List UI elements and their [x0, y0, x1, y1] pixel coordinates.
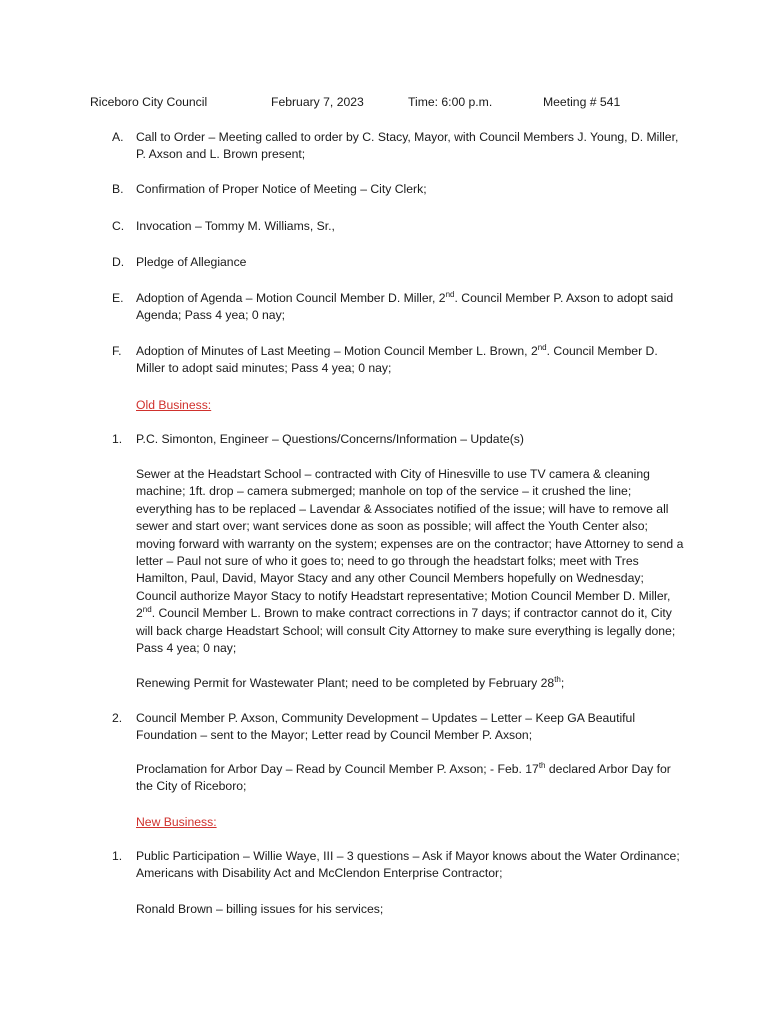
item-label: B.	[112, 182, 124, 196]
item-label: C.	[112, 219, 125, 233]
old-business-heading: Old Business:	[136, 398, 212, 412]
item-label: 1.	[112, 432, 123, 446]
text-part: Adoption of Agenda – Motion Council Member D. Miller, 2	[136, 291, 446, 305]
ronald-brown-paragraph: Ronald Brown – billing issues for his services;	[136, 902, 384, 916]
text-part: Renewing Permit for Wastewater Plant; need to be completed by February 28	[136, 676, 555, 690]
council-name: Riceboro City Council	[90, 95, 208, 109]
item-text: Confirmation of Proper Notice of Meeting – City Clerk;	[136, 182, 427, 196]
meeting-time: Time: 6:00 p.m.	[408, 95, 493, 109]
headstart-sewer-paragraph	[136, 466, 684, 657]
ordinal-suffix: nd	[537, 342, 547, 352]
meeting-header	[90, 94, 690, 112]
item-text: P.C. Simonton, Engineer – Questions/Concerns/Information – Update(s)	[136, 432, 524, 446]
item-text: Public Participation – Willie Waye, III – 3 questions – Ask if Mayor knows about the Water Ordinance; Americans with Disability Act and McClendon Enterprise Contractor;	[136, 849, 680, 881]
arbor-day-paragraph	[136, 761, 684, 796]
item-label: D.	[112, 255, 125, 269]
ordinal-suffix: th	[554, 674, 561, 684]
wastewater-permit-paragraph	[136, 675, 684, 692]
text-part: Proclamation for Arbor Day – Read by Council Member P. Axson; - Feb. 17	[136, 762, 539, 776]
item-label: 1.	[112, 849, 123, 863]
text-part: Sewer at the Headstart School – contracted with City of Hinesville to use TV camera & cleaning machine; 1ft. drop – camera submerged; manhole on top of the service – it crushed the line; everything has to be replaced – Lavendar & Associates notified of the issue; will have to remove all sewer and start over; want services done as soon as possible; will affect the Youth Center also; moving forward with warranty on the system; expenses are on the contractor; have Attorney to send a letter – Paul not sure of who it goes to; need to go through the headstart folks; meet with Tres Hamilton, Paul, David, Mayor Stacy and any other Council Members hopefully on Wednesday; Council authorize Mayor Stacy to notify Headstart representative; Motion Council Member D. Miller, 2	[136, 467, 684, 621]
item-text	[136, 290, 684, 325]
text-part: ;	[560, 676, 565, 690]
text-part: . Council Member L. Brown to make contract corrections in 7 days; if contractor cannot do it, City will back charge Headstart School; will consult City Attorney to make sure everything is legally done; Pass 4 yea; 0 nay;	[136, 606, 676, 656]
item-label: E.	[112, 291, 124, 305]
ordinal-suffix: nd	[142, 605, 152, 615]
new-business-heading: New Business:	[136, 815, 217, 829]
text-part: declared Arbor Day for the City of Riceboro;	[136, 762, 671, 794]
item-text: Invocation – Tommy M. Williams, Sr.,	[136, 219, 335, 233]
item-text: Council Member P. Axson, Community Development – Updates – Letter – Keep GA Beautiful Foundation – sent to the Mayor; Letter read by Council Member P. Axson;	[136, 711, 636, 743]
ordinal-suffix: nd	[445, 289, 455, 299]
item-text: Pledge of Allegiance	[136, 255, 247, 269]
item-label: 2.	[112, 711, 123, 725]
meeting-number: Meeting # 541	[543, 95, 621, 109]
text-part: Adoption of Minutes of Last Meeting – Motion Council Member L. Brown, 2	[136, 344, 538, 358]
meeting-date: February 7, 2023	[271, 95, 364, 109]
ordinal-suffix: th	[538, 760, 546, 770]
item-label: A.	[112, 130, 124, 144]
text-part: . Council Member D. Miller to adopt said minutes; Pass 4 yea; 0 nay;	[136, 344, 658, 376]
item-text	[136, 343, 684, 378]
item-label: F.	[112, 344, 122, 358]
item-text: Call to Order – Meeting called to order by C. Stacy, Mayor, with Council Members J. Young, D. Miller, P. Axson and L. Brown present;	[136, 130, 679, 162]
text-part: . Council Member P. Axson to adopt said Agenda; Pass 4 yea; 0 nay;	[136, 291, 674, 323]
